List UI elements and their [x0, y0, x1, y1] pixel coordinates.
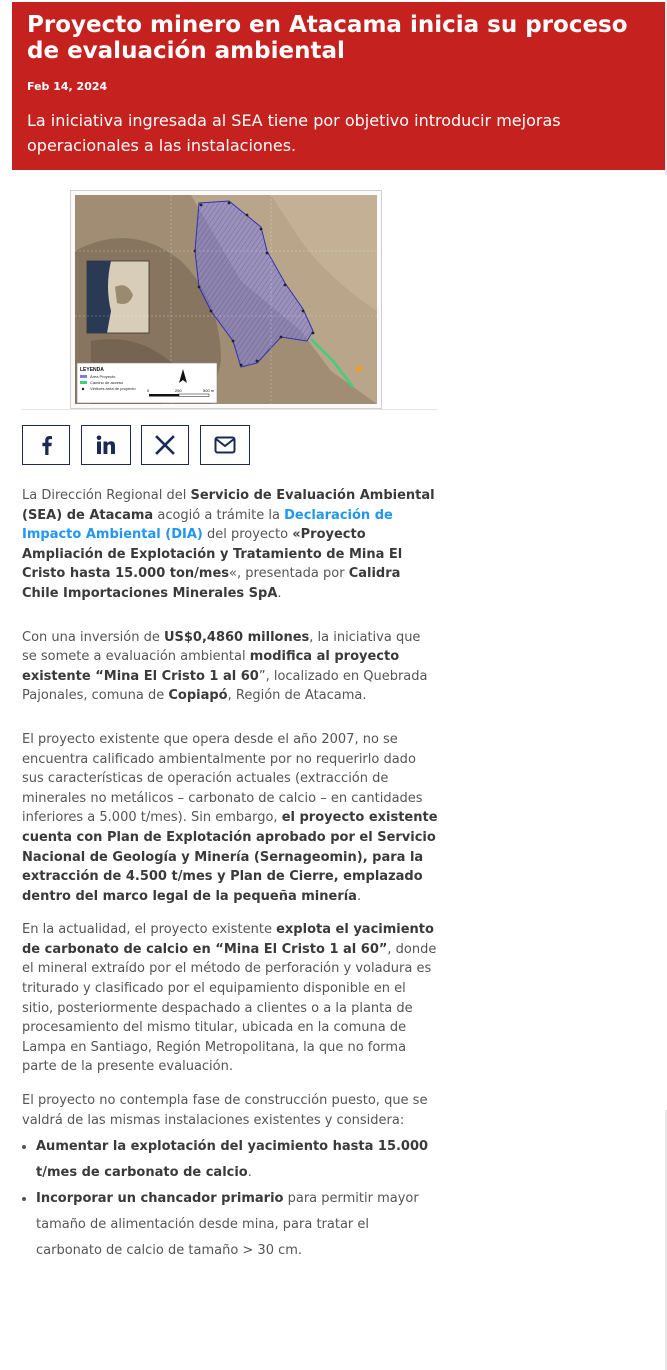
legend-item: Camino de acceso — [90, 380, 124, 385]
scale-label: 0 — [147, 388, 150, 393]
x-icon — [155, 435, 175, 455]
facebook-icon — [38, 435, 54, 455]
share-email-button[interactable] — [200, 425, 250, 465]
paragraph: El proyecto no contempla fase de construcción puesto, que se valdrá de las mismas instalaciones existentes y considera: — [22, 1093, 428, 1128]
paragraph: En la actualidad, el proyecto existente explota el yacimiento de carbonato de calcio en “Mina El Cristo 1 al 60”, donde el mineral extraído por el método de perforación y voladura es triturado y clasificado por el equipamiento disponible en el sitio, posteriormente despachado a clientes o a la planta de procesamiento del mismo titular, ubicada en la comuna de Lampa en Santiago, Región Metropolitana, la que no forma parte de la presente evaluación. — [22, 922, 437, 1075]
divider — [22, 409, 438, 410]
dia-link[interactable]: Declaración de Impacto Ambiental (DIA) — [22, 507, 393, 543]
list-item: • Incorporar un chancador primario para permitir mayor tamaño de alimentación desde mina, para tratar el carbonato de calcio de tamaño > 30 cm. — [36, 1186, 438, 1264]
article-date: Feb 14, 2024 — [27, 80, 108, 93]
list-item: • Aumentar la explotación del yacimiento hasta 15.000 t/mes de carbonato de calcio. — [36, 1134, 438, 1186]
paragraph: Con una inversión de US$0,4860 millones, la iniciativa que se somete a evaluación ambiental modifica al proyecto existente “Mina El Cristo 1 al 60”, localizado en Quebrada Pajonales, comuna de Copiapó, Región de Atacama. — [22, 629, 428, 704]
share-facebook-button[interactable] — [22, 425, 70, 465]
legend-title: LEYENDA — [80, 367, 104, 373]
measures-list — [22, 1134, 438, 1264]
scale-label: 250 — [175, 388, 182, 393]
map-svg — [71, 191, 381, 408]
article-header — [12, 2, 665, 170]
article-body — [22, 486, 438, 1264]
mail-icon — [214, 436, 236, 454]
scale-label: 500 m — [203, 388, 215, 393]
project-map-image — [70, 190, 382, 409]
share-linkedin-button[interactable] — [81, 425, 131, 465]
paragraph: La Dirección Regional del Servicio de Evaluación Ambiental (SEA) de Atacama acogió a trámite la Declaración de Impacto Ambiental (DIA) del proyecto «Proyecto Ampliación de Explotación y Tratamiento de Mina El Cristo hasta 15.000 ton/mes«, presentada por Calidra Chile Importaciones Minerales SpA. — [22, 488, 435, 601]
linkedin-icon — [96, 435, 116, 455]
paragraph: El proyecto existente que opera desde el año 2007, no se encuentra calificado ambientalmente por no requerirlo dado sus características de operación actuales (extracción de minerales no metálicos – carbonato de calcio – en cantidades inferiores a 5.000 t/mes). Sin embargo, el proyecto existente cuenta con Plan de Explotación aprobado por el Servicio Nacional de Geología y Minería (Sernageomin), para la extracción de 4.500 t/mes y Plan de Cierre, emplazado dentro del marco legal de la pequeña minería. — [22, 731, 438, 904]
share-x-button[interactable] — [141, 425, 189, 465]
article-lead: La iniciativa ingresada al SEA tiene por objetivo introducir mejoras operacionales a las instalaciones. — [27, 111, 561, 155]
article-title: Proyecto minero en Atacama inicia su proceso de evaluación ambiental — [27, 12, 628, 64]
legend-item: Área Proyecto — [90, 374, 116, 379]
legend-item: Vértices área de proyecto — [90, 386, 136, 391]
